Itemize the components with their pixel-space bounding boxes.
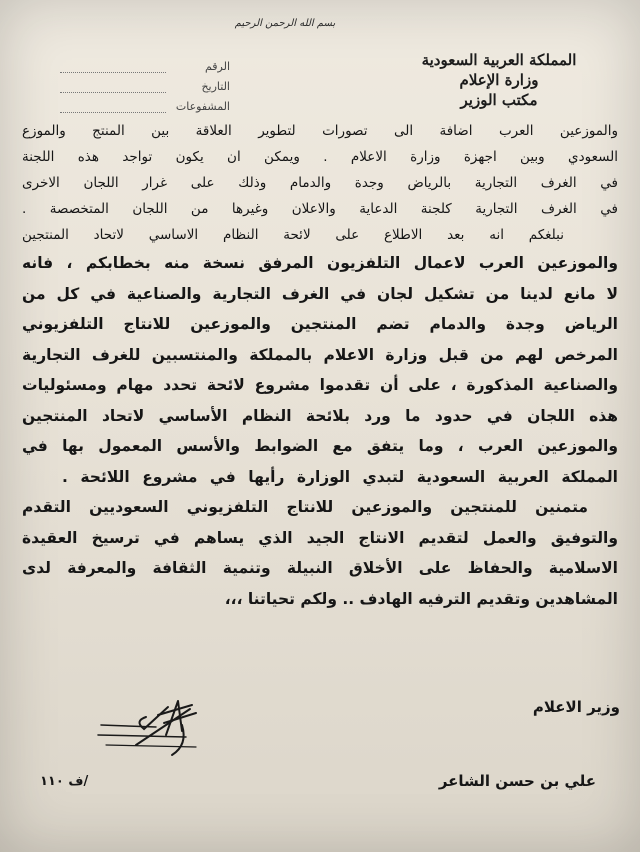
- letterhead: [414, 50, 584, 110]
- body-line: السعودي وبين اجهزة وزارة الاعلام . ويمكن ان يكون تواجد هذه اللجنة: [22, 149, 618, 165]
- ref-number-row: [60, 56, 230, 76]
- body-line: المرخص لهم من قبل وزارة الاعلام بالمملكة والمنتسبين للغرف التجارية: [22, 345, 618, 364]
- body-line: والموزعين العرب ، وما يتفق مع الضوابط والأسس المعمول بها في: [22, 437, 618, 455]
- body-line: لا مانع لدينا من تشكيل لجان في الغرف التجارية والصناعية في كل من: [22, 284, 618, 303]
- body-line: في الغرف التجارية بالرياض وجدة والدمام وذلك على غرار اللجان الاخرى: [22, 175, 618, 191]
- ref-attachments-row: [60, 96, 230, 116]
- body-line: المشاهدين وتقديم الترفيه الهادف .. ولكم تحياتنا ،،،: [224, 589, 618, 608]
- ref-date-label: التاريخ: [201, 79, 230, 93]
- basmala: بسم الله الرحمن الرحيم: [234, 18, 336, 29]
- ref-number-label: الرقم: [204, 59, 230, 73]
- body-line: والصناعية المذكورة ، على أن تقدموا مشروع لائحة تحدد مهام ومسئوليات: [22, 376, 618, 394]
- signature-scribble: [96, 685, 266, 765]
- letter-body: [22, 118, 618, 614]
- body-line: متمنين للمنتجين والموزعين للانتاج التلفزيوني السعوديين التقدم: [22, 498, 588, 516]
- ministry-name: وزارة الإعلام: [459, 71, 539, 89]
- ref-attachments-line: [60, 100, 166, 113]
- body-line: والتوفيق والعمل لتقديم الانتاج الجيد الذي يساهم في ترسيخ العقيدة: [22, 528, 618, 547]
- minister-title: وزير الاعلام: [532, 698, 620, 716]
- ref-number-line: [60, 60, 166, 73]
- reference-fields: [60, 56, 230, 116]
- reference-number: /ف ١١٠: [40, 774, 89, 789]
- ref-date-line: [60, 80, 166, 93]
- ref-attachments-label: المشفوعات: [175, 99, 230, 113]
- body-line: والموزعين العرب اضافة الى تصورات لتطوير العلاقة بين المنتج والموزع: [22, 123, 618, 139]
- ref-date-row: [60, 76, 230, 96]
- body-line: الاسلامية والحفاظ على الأخلاق النبيلة وتنمية الثقافة والمعرفة لدى: [22, 559, 618, 577]
- body-line: هذه اللجان في حدود ما ورد بلائحة النظام الأساسي لاتحاد المنتجين: [22, 406, 618, 425]
- body-line: في الغرف التجارية كلجنة الدعاية والاعلان وغيرها من اللجان المتخصصة .: [22, 201, 618, 217]
- kingdom-name: المملكة العربية السعودية: [421, 51, 577, 69]
- body-line: نبلغكم انه بعد الاطلاع على لائحة النظام الاساسي لاتحاد المنتجين: [22, 227, 564, 243]
- body-line: المملكة العربية السعودية لتبدي الوزارة رأيها في مشروع اللائحة .: [62, 467, 618, 486]
- minister-name: علي بن حسن الشاعر: [438, 772, 596, 790]
- body-line: الرياض وجدة والدمام تضم المنتجين والموزعين للانتاج التلفزيوني: [22, 315, 618, 333]
- body-line: والموزعين العرب لاعمال التلفزيون المرفق نسخة منه بخطابكم ، فانه: [22, 254, 618, 272]
- office-name: مكتب الوزير: [460, 91, 538, 109]
